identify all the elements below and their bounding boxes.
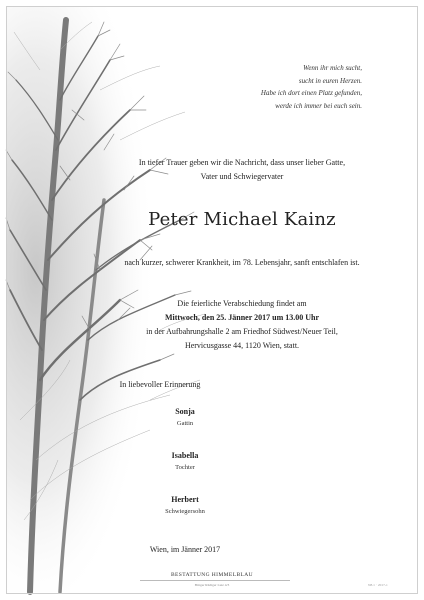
- poem-line: werde ich immer bei euch sein.: [275, 101, 362, 110]
- mourner-name: Herbert: [171, 495, 199, 504]
- mourner-item: [60, 407, 310, 427]
- service-date: Mittwoch, den 25. Jänner 2017 um 13.00 Uhr: [164, 313, 320, 322]
- mourner-role: Schwiegersohn: [165, 508, 205, 515]
- service-line-1: Die feierliche Verabschiedung findet am: [177, 299, 307, 308]
- mourner-item: [60, 495, 310, 515]
- mourner-item: [60, 451, 310, 471]
- announcement-intro: [60, 156, 424, 184]
- intro-line-1: In tiefer Trauer geben wir die Nachricht, dass unser lieber Gatte,: [138, 158, 346, 167]
- footer-reference: N8.1 · 2017-1: [368, 583, 388, 587]
- poem-line: sucht in euren Herzen.: [298, 76, 362, 85]
- service-location: in der Aufbahrungshalle 2 am Friedhof Südwest/Neuer Teil,: [146, 327, 338, 336]
- poem-line: Wenn ihr mich sucht,: [303, 64, 362, 72]
- memory-heading: In liebevoller Erinnerung: [119, 380, 201, 389]
- mourner-name: Sonja: [175, 407, 195, 416]
- intro-line-2: Vater und Schwiegervater: [200, 172, 284, 181]
- funeral-home-name: BESTATTUNG HIMMELBLAU: [170, 572, 254, 578]
- closing-text: Wien, im Jänner 2017: [149, 545, 221, 554]
- footer-fine-print: Bürger Rüdiger Lutz 4/3: [194, 583, 230, 587]
- service-address: Hervicusgasse 44, 1120 Wien, statt.: [184, 341, 300, 350]
- poem-line: Habe ich dort einen Platz gefunden,: [260, 89, 362, 97]
- service-details: [60, 297, 424, 353]
- deceased-name: Peter Michael Kainz: [148, 209, 336, 230]
- mourner-role: Tochter: [175, 464, 195, 471]
- mourner-name: Isabella: [171, 451, 199, 460]
- cause-of-death: nach kurzer, schwerer Krankheit, im 78. Lebensjahr, sanft entschlafen ist.: [124, 258, 360, 267]
- poem: [162, 62, 362, 112]
- mourner-role: Gattin: [176, 420, 194, 427]
- footer-divider: [140, 580, 290, 581]
